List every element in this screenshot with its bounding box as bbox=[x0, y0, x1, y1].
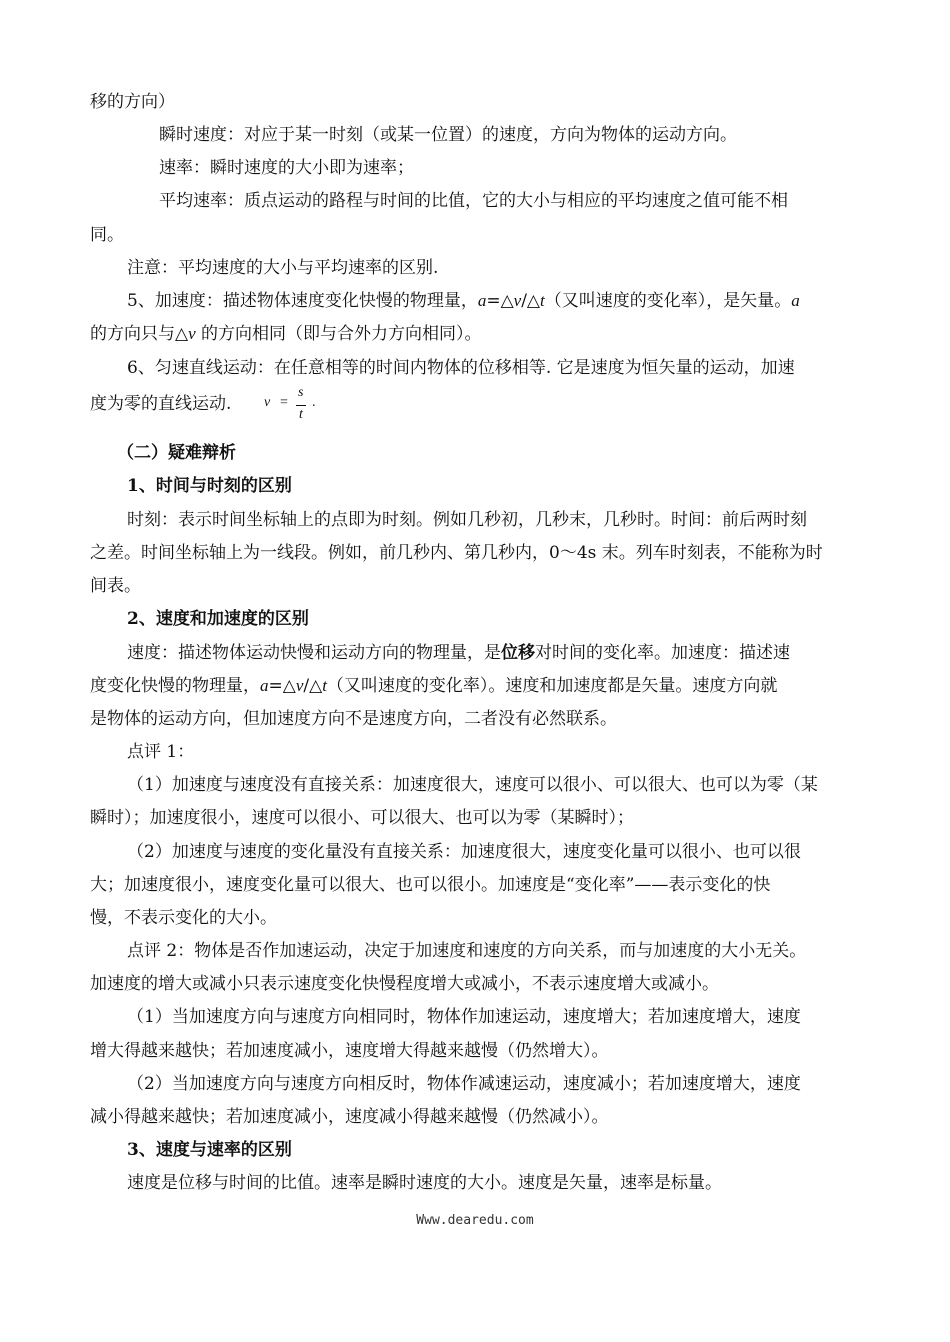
text-line bbox=[90, 324, 482, 344]
text-line: 大；加速度很小，速度变化量可以很大、也可以很小。加速度是“变化率”——表示变化的快 bbox=[90, 875, 771, 895]
note-line: 注意：平均速度的大小与平均速率的区别. bbox=[127, 258, 439, 278]
section-heading: （二）疑难辩析 bbox=[117, 443, 236, 463]
text-span: /△ bbox=[521, 291, 541, 311]
velocity-formula bbox=[264, 383, 316, 427]
text-span: 的方向只与△ bbox=[90, 324, 189, 344]
text-line: 速度是位移与时间的比值。速率是瞬时速度的大小。速度是矢量，速率是标量。 bbox=[127, 1173, 722, 1193]
text-line bbox=[90, 676, 777, 696]
subsection-heading: 1、时间与时刻的区别 bbox=[127, 476, 292, 496]
text-line: （1）当加速度方向与速度方向相同时，物体作加速运动，速度增大；若加速度增大，速度 bbox=[127, 1007, 801, 1027]
text-line: 平均速率：质点运动的路程与时间的比值，它的大小与相应的平均速度之值可能不相 bbox=[159, 191, 788, 211]
text-span: 对时间的变化率。加速度：描述速 bbox=[535, 643, 790, 663]
formula-numerator: s bbox=[298, 385, 304, 400]
text-line: 时刻：表示时间坐标轴上的点即为时刻。例如几秒初，几秒末，几秒时。时间：前后两时刻 bbox=[127, 510, 807, 530]
formula-var: a bbox=[791, 291, 800, 310]
text-line: 增大得越来越快；若加速度减小，速度增大得越来越慢（仍然增大）。 bbox=[90, 1041, 609, 1061]
text-span: =△ bbox=[486, 291, 514, 311]
formula-var: t bbox=[322, 676, 327, 695]
formula-var: v bbox=[513, 291, 522, 310]
text-span: 度为零的直线运动. bbox=[90, 394, 232, 414]
text-span: 5、加速度：描述物体速度变化快慢的物理量， bbox=[127, 291, 478, 311]
text-line: 速率：瞬时速度的大小即为速率； bbox=[159, 158, 414, 178]
text-span: （又叫速度的变化率），是矢量。 bbox=[544, 291, 792, 311]
formula-var: v bbox=[295, 676, 304, 695]
formula-var: a bbox=[260, 676, 269, 695]
text-line: 瞬时）；加速度很小，速度可以很小、可以很大、也可以为零（某瞬时）； bbox=[90, 808, 634, 828]
text-line: 减小得越来越快；若加速度减小，速度减小得越来越慢（仍然减小）。 bbox=[90, 1107, 609, 1127]
formula-op: = bbox=[280, 395, 288, 410]
text-line: （2）当加速度方向与速度方向相反时，物体作减速运动，速度减小；若加速度增大，速度 bbox=[127, 1074, 801, 1094]
subsection-heading: 3、速度与速率的区别 bbox=[127, 1140, 292, 1160]
uniform-motion-definition: 6、匀速直线运动：在任意相等的时间内物体的位移相等. 它是速度为恒矢量的运动，加速 bbox=[127, 358, 795, 378]
text-span: /△ bbox=[303, 676, 323, 696]
text-line: （2）加速度与速度的变化量没有直接关系：加速度很大，速度变化量可以很小、也可以很 bbox=[127, 842, 801, 862]
text-span: 速度：描述物体运动快慢和运动方向的物理量，是 bbox=[127, 643, 501, 663]
formula-var: t bbox=[540, 291, 545, 310]
formula-var: a bbox=[477, 291, 487, 310]
formula-var: v bbox=[264, 395, 271, 410]
formula-op: . bbox=[312, 395, 316, 410]
fraction-bar bbox=[296, 405, 306, 406]
text-line: 加速度的增大或减小只表示速度变化快慢程度增大或减小，不表示速度增大或减小。 bbox=[90, 974, 719, 994]
formula-denominator: t bbox=[299, 407, 303, 422]
text-line bbox=[127, 643, 790, 663]
text-line: 移的方向） bbox=[90, 92, 175, 112]
text-line: 瞬时速度：对应于某一时刻（或某一位置）的速度，方向为物体的运动方向。 bbox=[159, 125, 737, 145]
text-line: 同。 bbox=[90, 225, 124, 245]
text-line: 慢，不表示变化的大小。 bbox=[90, 908, 277, 928]
acceleration-definition bbox=[127, 291, 800, 311]
text-line: 间表。 bbox=[90, 576, 141, 596]
text-line: 是物体的运动方向，但加速度方向不是速度方向，二者没有必然联系。 bbox=[90, 709, 617, 729]
emphasis-text: 位移 bbox=[501, 643, 535, 663]
text-span: （又叫速度的变化率）。速度和加速度都是矢量。速度方向就 bbox=[326, 676, 778, 696]
text-span: =△ bbox=[268, 676, 296, 696]
comment-label: 点评 1： bbox=[127, 742, 195, 762]
text-line bbox=[90, 394, 231, 414]
comment-label: 点评 2：物体是否作加速运动，决定于加速度和速度的方向关系，而与加速度的大小无关。 bbox=[127, 941, 807, 961]
subsection-heading: 2、速度和加速度的区别 bbox=[127, 609, 309, 629]
text-line: 之差。时间坐标轴上为一线段。例如，前几秒内、第几秒内，0～4s 末。列车时刻表，不能称为时 bbox=[90, 543, 823, 563]
text-span: 度变化快慢的物理量， bbox=[90, 676, 260, 696]
page-footer: Www.dearedu.com bbox=[416, 1213, 534, 1228]
text-span: 的方向相同（即与合外力方向相同）。 bbox=[195, 324, 482, 344]
formula-var: v bbox=[188, 324, 196, 343]
text-line: （1）加速度与速度没有直接关系：加速度很大，速度可以很小、可以很大、也可以为零（某 bbox=[127, 775, 818, 795]
